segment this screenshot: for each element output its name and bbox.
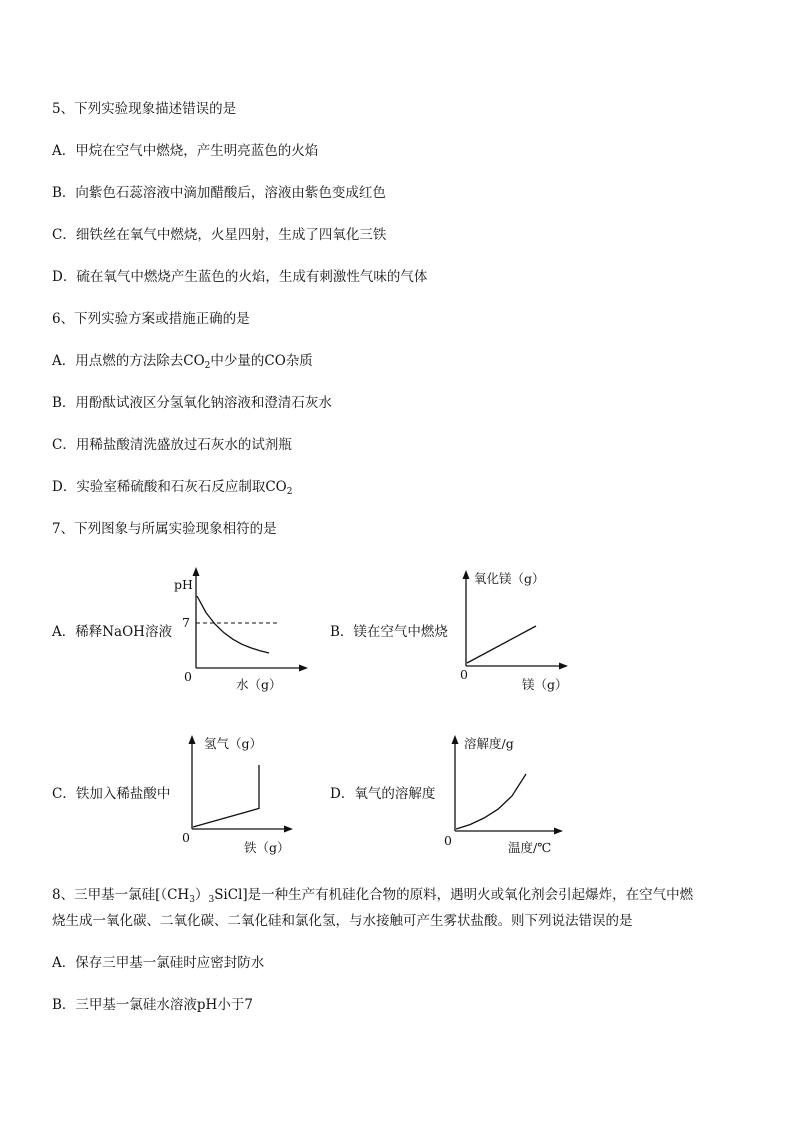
chart-b-ylabel: 氧化镁（g） [474, 571, 545, 586]
chart-a-xlabel: 水（g） [236, 677, 282, 692]
q7-option-d-label: D．氧气的溶解度 [330, 786, 436, 802]
q6-option-c: C．用稀盐酸清洗盛放过石灰水的试剂瓶 [52, 437, 292, 453]
chart-b-origin: 0 [460, 667, 468, 682]
q8-option-a: A．保存三甲基一氯硅时应密封防水 [52, 955, 265, 971]
chart-b-xlabel: 镁（g） [522, 677, 568, 692]
chart-a-ylabel: pH [174, 577, 193, 592]
q5-option-c: C．细铁丝在氧气中燃烧，火星四射，生成了四氧化三铁 [52, 227, 387, 243]
q6-stem: 6、下列实验方案或措施正确的是 [52, 311, 250, 327]
chart-b-line [467, 626, 536, 663]
chart-a-curve [197, 596, 269, 653]
q8-stem-line2: 烧生成一氧化碳、二氧化碳、二氧化硅和氯化氢，与水接触可产生雾状盐酸。则下列说法错误的是 [52, 913, 633, 929]
chart-c-origin: 0 [182, 830, 190, 845]
chart-d [440, 730, 590, 860]
q6-option-d: D．实验室稀硫酸和石灰石反应制取$CO_2$ [52, 479, 293, 497]
chart-a [170, 565, 320, 695]
q7-option-b-label: B．镁在空气中燃烧 [330, 624, 448, 640]
q7-option-c-label: C．铁加入稀盐酸中 [52, 786, 171, 802]
chart-d-curve [456, 774, 526, 829]
q5-stem: 5、下列实验现象描述错误的是 [52, 101, 237, 117]
q7-stem: 7、下列图象与所属实验现象相符的是 [52, 521, 277, 537]
chart-d-origin: 0 [444, 833, 452, 848]
chart-d-ylabel: 溶解度/g [464, 736, 514, 751]
q6-option-a: A．用点燃的方法除去$CO_2$中少量的CO杂质 [52, 353, 313, 371]
chart-c-line [193, 765, 259, 827]
chart-c-xlabel: 铁（g） [244, 840, 290, 855]
chart-a-origin: 0 [184, 669, 192, 684]
chart-d-xlabel: 温度/℃ [508, 840, 552, 855]
q5-option-a: A．甲烷在空气中燃烧，产生明亮蓝色的火焰 [52, 143, 319, 159]
q5-option-b: B．向紫色石蕊溶液中滴加醋酸后，溶液由紫色变成红色 [52, 185, 386, 201]
q8-stem-line1: 8、三甲基一氯硅$[(CH_3)_3SiCl]$是一种生产有机硅化合物的原料，遇明火或氧化剂会引起爆炸，在空气中燃 [52, 887, 694, 905]
chart-a-ytick: 7 [182, 615, 190, 630]
chart-b [440, 565, 590, 695]
q5-option-d: D．硫在氧气中燃烧产生蓝色的火焰，生成有刺激性气味的气体 [52, 269, 428, 285]
q8-option-b: B．三甲基一氯硅水溶液pH小于7 [52, 997, 253, 1013]
chart-c [170, 730, 320, 860]
q6-option-b: B．用酚酞试液区分氢氧化钠溶液和澄清石灰水 [52, 395, 332, 411]
q7-option-a-label: A．稀释NaOH溶液 [52, 624, 172, 640]
chart-c-ylabel: 氢气（g） [204, 736, 263, 751]
